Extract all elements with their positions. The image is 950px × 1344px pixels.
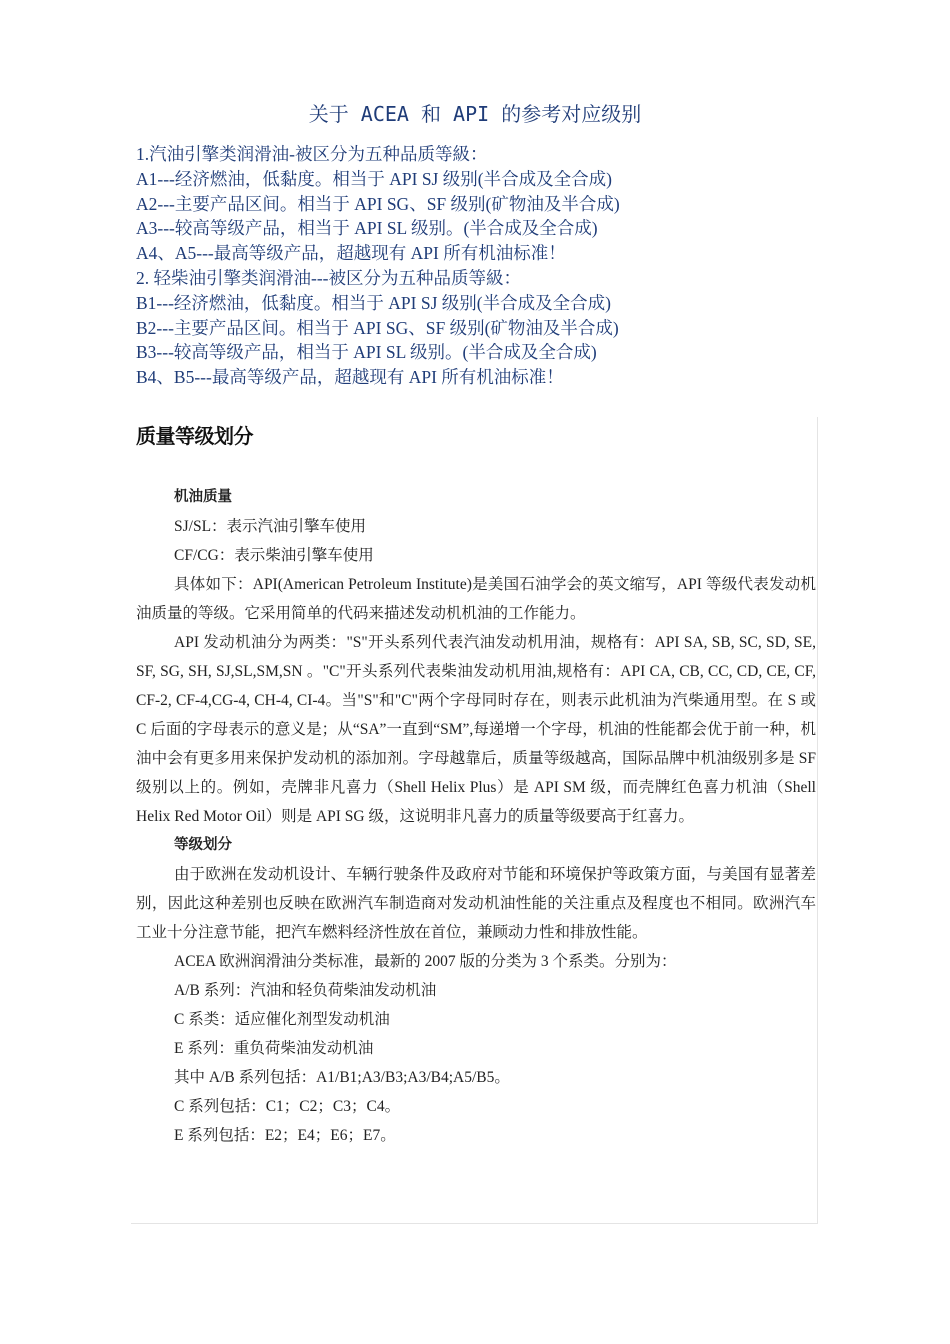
section-heading: 质量等级划分 [136,424,253,448]
grade-line-b4-b5: B4、B5---最高等级产品，超越现有 API 所有机油标准！ [136,367,564,388]
section-body [136,483,816,1150]
grade-subheading: 等级划分 [174,837,232,853]
grade-line-b1: B1---经济燃油，低黏度。相当于 API SJ 级别(半合成及全合成) [136,292,611,313]
grade-line-b3: B3---较高等级产品，相当于 API SL 级别。(半合成及全合成) [136,342,597,363]
c-series-line: C 系类：适应催化剂型发动机油 [174,1011,390,1028]
grade-line-a4-a5: A4、A5---最高等级产品，超越现有 API 所有机油标准！ [136,243,566,264]
e-includes-line: E 系列包括：E2；E4；E6；E7。 [174,1127,396,1144]
grade-line-a3: A3---较高等级产品，相当于 API SL 级别。(半合成及全合成) [136,218,598,239]
ab-series-line: A/B 系列：汽油和轻负荷柴油发动机油 [174,982,437,999]
diesel-grades-intro: 2. 轻柴油引擎类润滑油---被区分为五种品质等級： [136,267,521,288]
sj-sl-line: SJ/SL：表示汽油引擎车使用 [174,518,367,535]
api-types-paragraph: API 发动机油分为两类："S"开头系列代表汽油发动机用油，规格有：API SA, SB, SC, SD, SE, SF, SG, SH, SJ,SL,SM,SN 。"C"开头系列代表柴油发动机用油,规格有：API CA, CB, CC, CD, CE, CF, CF-2, CF-4,CG-4, CH-4, CI-4。当"S"和"C"两个字母同时存在，则表示此机油为汽柴通用型。在 S 或 C 后面的字母表示的意义是；从“SA”一直到“SM”,每递增一个字母，机油的性能都会优于前一种，机油中会有更多用来保护发动机的添加剂。字母越靠后，质量等级越高，国际品牌中机油级别多是 SF 级别以上的。例如，壳牌非凡喜力（Shell Helix Plus）是 API SM 级，而壳牌红色喜力机油（Shell Helix Red Motor Oil）则是 API SG 级，这说明非凡喜力的质量等级要高于红喜力。 [136,634,816,825]
document-title: 关于 ACEA 和 API 的参考对应级别 [308,102,642,126]
gasoline-grades-intro: 1.汽油引擎类润滑油-被区分为五种品质等級： [136,144,488,164]
c-includes-line: C 系列包括：C1；C2；C3；C4。 [174,1098,401,1115]
grade-line-a1: A1---经济燃油，低黏度。相当于 API SJ 级别(半合成及全合成) [136,168,612,189]
cf-cg-line: CF/CG：表示柴油引擎车使用 [174,547,374,564]
acea-api-mapping-list [136,142,836,390]
grade-line-b2: B2---主要产品区间。相当于 API SG、SF 级别(矿物油及半合成) [136,317,619,338]
e-series-line: E 系列：重负荷柴油发动机油 [174,1040,374,1057]
api-intro-paragraph: 具体如下：API(American Petroleum Institute)是美国石油学会的英文缩写，API 等级代表发动机油质量的等级。它采用简单的代码来描述发动机机油的工作能力。 [136,576,816,622]
acea-paragraph: ACEA 欧洲润滑油分类标准，最新的 2007 版的分类为 3 个系类。分别为： [174,953,677,970]
grade-line-a2: A2---主要产品区间。相当于 API SG、SF 级别(矿物油及半合成) [136,193,620,214]
oil-quality-subheading: 机油质量 [174,489,232,505]
ab-includes-line: 其中 A/B 系列包括：A1/B1;A3/B3;A3/B4;A5/B5。 [174,1069,510,1086]
europe-paragraph: 由于欧洲在发动机设计、车辆行驶条件及政府对节能和环境保护等政策方面，与美国有显著差别，因此这种差别也反映在欧洲汽车制造商对发动机油性能的关注重点及程度也不相同。欧洲汽车工业十分注意节能，把汽车燃料经济性放在首位，兼顾动力性和排放性能。 [136,866,816,941]
